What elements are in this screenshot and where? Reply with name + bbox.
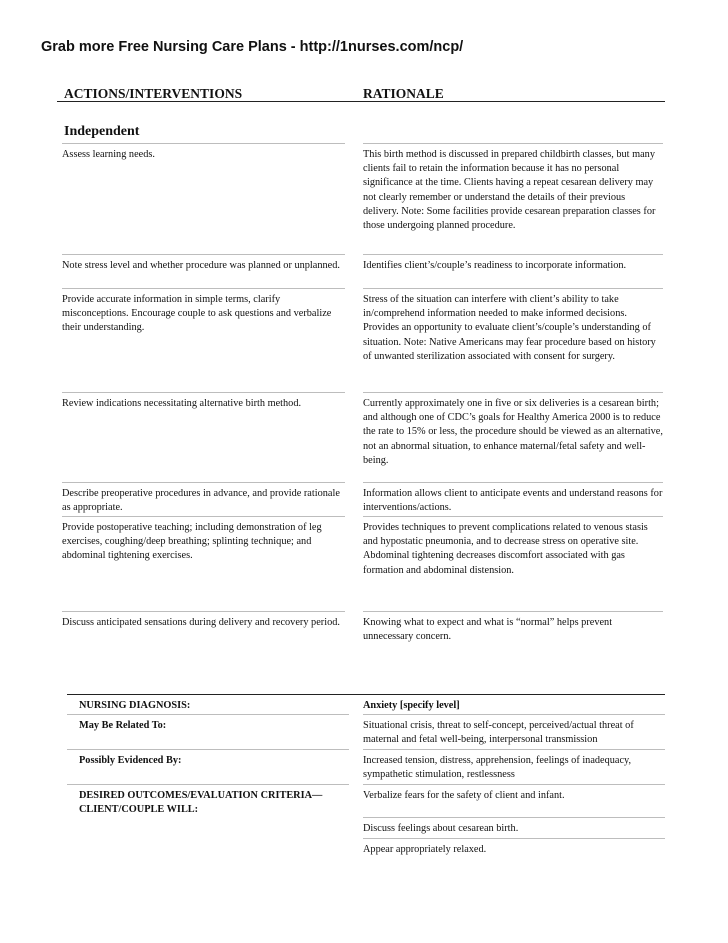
action-cell: Provide postoperative teaching; including demonstration of leg exercises, coughing/deep breathing; splinting technique; and abdominal tightening exercises.: [62, 522, 322, 562]
section-title: Independent: [64, 124, 140, 139]
header-actions: ACTIONS/INTERVENTIONS: [64, 86, 243, 101]
row-divider: [62, 254, 345, 255]
row-divider: [62, 392, 345, 393]
rationale-cell: Stress of the situation can interfere with client’s ability to take in/comprehend information needed to make informed decisions. Provides an opportunity to evaluate client’s/couple’s understanding of situation. Note: Native Americans may fear procedure based on history of unwanted sterilization associated with consent for surgery.: [363, 294, 656, 362]
rationale-cell: Provides techniques to prevent complications related to venous stasis and hypostatic pneumonia, and to decrease stress on operative site. Abdominal tightening decreases discomfort associated with gas formation and abdominal distension.: [363, 522, 648, 576]
rationale-cell: Knowing what to expect and what is “normal” helps prevent unnecessary concern.: [363, 617, 613, 643]
row-divider: [62, 482, 345, 483]
action-cell: Review indications necessitating alternative birth method.: [62, 398, 302, 409]
row-divider: [67, 714, 349, 715]
rationale-cell: This birth method is discussed in prepared childbirth classes, but many clients fail to retain the information because it has no personal significance at the time. Clients having a repeat cesarean delivery may not clearly remember or understand the details of their previous delivery. Note: Some facilities provide cesarean preparation classes for those undergoing planned procedure.: [363, 149, 656, 232]
row-divider: [363, 254, 663, 255]
row-divider: [62, 143, 345, 144]
row-divider: [363, 288, 663, 289]
row-divider: [363, 838, 665, 839]
row-divider: [363, 392, 663, 393]
diagnosis-label: NURSING DIAGNOSIS:: [79, 700, 191, 711]
row-divider: [62, 288, 345, 289]
row-divider: [363, 714, 665, 715]
row-divider: [363, 516, 663, 517]
row-divider: [62, 611, 345, 612]
row-divider: [67, 749, 349, 750]
diagnosis-top-divider: [67, 694, 665, 695]
evidenced-value: Increased tension, distress, apprehension, feelings of inadequacy, sympathetic stimulation, restlessness: [363, 755, 632, 781]
action-cell: Describe preoperative procedures in advance, and provide rationale as appropriate.: [62, 488, 340, 514]
rationale-cell: Currently approximately one in five or six deliveries is a cesarean birth; and although one of CDC’s goals for Healthy America 2000 is to reduce the rate to 15% or less, the procedure should be viewed as an alternative, not an abnormal situation, to enhance maternal/fetal safety and well-being.: [363, 398, 663, 466]
rationale-cell: Identifies client’s/couple’s readiness to incorporate information.: [363, 260, 627, 271]
header-divider: [57, 101, 665, 102]
related-label: May Be Related To:: [79, 720, 167, 731]
row-divider: [67, 784, 349, 785]
row-divider: [363, 482, 663, 483]
action-cell: Note stress level and whether procedure was planned or unplanned.: [62, 260, 340, 271]
outcome-item: Verbalize fears for the safety of client and infant.: [363, 790, 565, 801]
evidenced-label: Possibly Evidenced By:: [79, 755, 182, 766]
row-divider: [363, 784, 665, 785]
related-value: Situational crisis, threat to self-concept, perceived/actual threat of maternal and fetal well-being, interpersonal transmission: [363, 720, 634, 746]
row-divider: [62, 516, 345, 517]
outcomes-label: DESIRED OUTCOMES/EVALUATION CRITERIA—CLIENT/COUPLE WILL:: [79, 790, 323, 816]
row-divider: [363, 143, 663, 144]
action-cell: Provide accurate information in simple terms, clarify misconceptions. Encourage couple to ask questions and verbalize their understanding.: [62, 294, 332, 334]
row-divider: [363, 611, 663, 612]
action-cell: Assess learning needs.: [62, 149, 155, 160]
action-cell: Discuss anticipated sensations during delivery and recovery period.: [62, 617, 340, 628]
row-divider: [363, 749, 665, 750]
outcome-item: Appear appropriately relaxed.: [363, 844, 487, 855]
outcome-item: Discuss feelings about cesarean birth.: [363, 823, 519, 834]
header-rationale: RATIONALE: [363, 86, 444, 101]
diagnosis-value: Anxiety [specify level]: [363, 700, 460, 711]
rationale-cell: Information allows client to anticipate events and understand reasons for interventions/actions.: [363, 488, 663, 514]
row-divider: [363, 817, 665, 818]
banner-link-text[interactable]: Grab more Free Nursing Care Plans - http://1nurses.com/ncp/: [41, 39, 464, 55]
